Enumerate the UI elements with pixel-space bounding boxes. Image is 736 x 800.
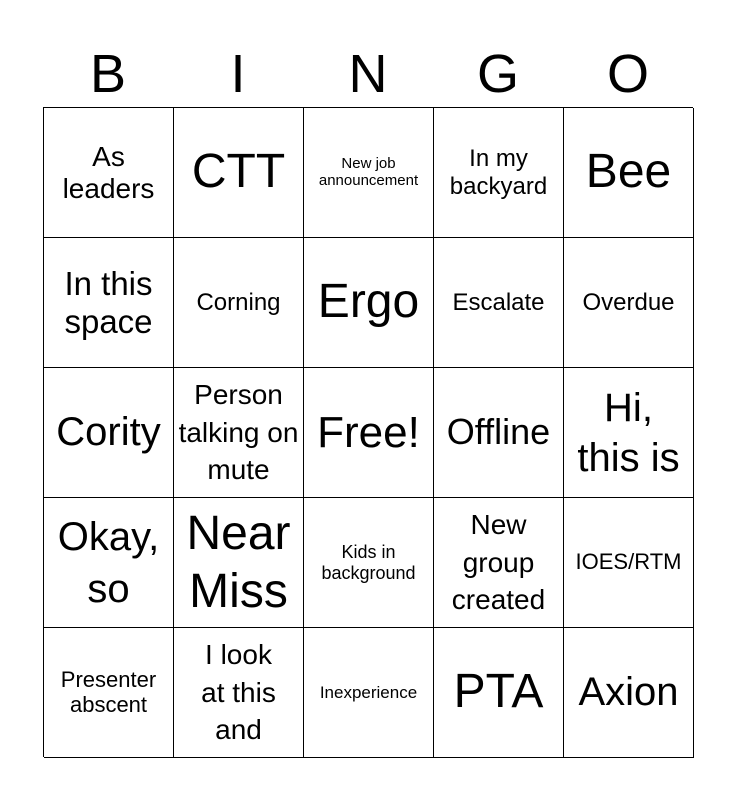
cell-text: New group created bbox=[451, 508, 546, 616]
cell-text: PTA bbox=[453, 665, 544, 719]
bingo-cell[interactable] bbox=[304, 498, 434, 628]
cell-text: Free! bbox=[317, 407, 420, 457]
cell-text: As leaders bbox=[62, 140, 155, 204]
header-letter-i: I bbox=[230, 44, 246, 104]
bingo-cell[interactable] bbox=[174, 628, 304, 758]
cell-text: Near Miss bbox=[186, 506, 291, 618]
bingo-cell[interactable] bbox=[174, 368, 304, 498]
cell-text: Overdue bbox=[582, 288, 675, 316]
cell-text: Escalate bbox=[452, 288, 545, 316]
bingo-cell[interactable] bbox=[44, 108, 174, 238]
bingo-cell[interactable] bbox=[434, 498, 564, 628]
cell-text: I look at this and bbox=[201, 638, 276, 746]
bingo-cell[interactable] bbox=[434, 108, 564, 238]
bingo-cell[interactable] bbox=[44, 628, 174, 758]
bingo-board bbox=[43, 107, 693, 757]
header-letter-n: N bbox=[348, 44, 388, 104]
bingo-cell[interactable] bbox=[174, 238, 304, 368]
cell-text: In this space bbox=[64, 265, 153, 340]
bingo-cell[interactable] bbox=[434, 368, 564, 498]
bingo-cell[interactable] bbox=[304, 238, 434, 368]
cell-text: Inexperience bbox=[319, 682, 418, 702]
bingo-cell[interactable] bbox=[44, 368, 174, 498]
cell-text: Kids in background bbox=[321, 542, 416, 583]
bingo-cell[interactable] bbox=[304, 628, 434, 758]
header-letter-g: G bbox=[476, 44, 519, 104]
cell-text: Person talking on mute bbox=[178, 378, 299, 486]
bingo-cell[interactable] bbox=[564, 628, 694, 758]
bingo-cell[interactable] bbox=[434, 238, 564, 368]
cell-text: In my backyard bbox=[449, 145, 548, 200]
bingo-cell[interactable] bbox=[564, 108, 694, 238]
cell-text: Presenter abscent bbox=[60, 666, 157, 717]
cell-text: Hi, this is bbox=[577, 385, 680, 480]
cell-text: Ergo bbox=[317, 275, 420, 329]
cell-text: Okay, so bbox=[57, 514, 160, 611]
bingo-cell[interactable] bbox=[44, 238, 174, 368]
header-letter-b: B bbox=[89, 44, 127, 104]
cell-text: New job announcement bbox=[318, 154, 419, 189]
bingo-cell[interactable] bbox=[564, 368, 694, 498]
cell-text: Cority bbox=[56, 409, 161, 454]
header-letter-o: O bbox=[606, 44, 649, 104]
bingo-header bbox=[43, 40, 693, 108]
bingo-cell[interactable] bbox=[564, 238, 694, 368]
cell-text: Corning bbox=[196, 288, 281, 316]
cell-text: IOES/RTM bbox=[575, 549, 682, 575]
bingo-cell[interactable] bbox=[44, 498, 174, 628]
cell-text: Bee bbox=[585, 145, 672, 199]
cell-text: Offline bbox=[446, 411, 551, 453]
bingo-cell[interactable] bbox=[304, 108, 434, 238]
bingo-cell[interactable] bbox=[434, 628, 564, 758]
bingo-cell[interactable] bbox=[304, 368, 434, 498]
bingo-cell[interactable] bbox=[174, 498, 304, 628]
bingo-cell[interactable] bbox=[174, 108, 304, 238]
cell-text: CTT bbox=[191, 145, 286, 199]
cell-text: Axion bbox=[578, 669, 679, 714]
bingo-cell[interactable] bbox=[564, 498, 694, 628]
